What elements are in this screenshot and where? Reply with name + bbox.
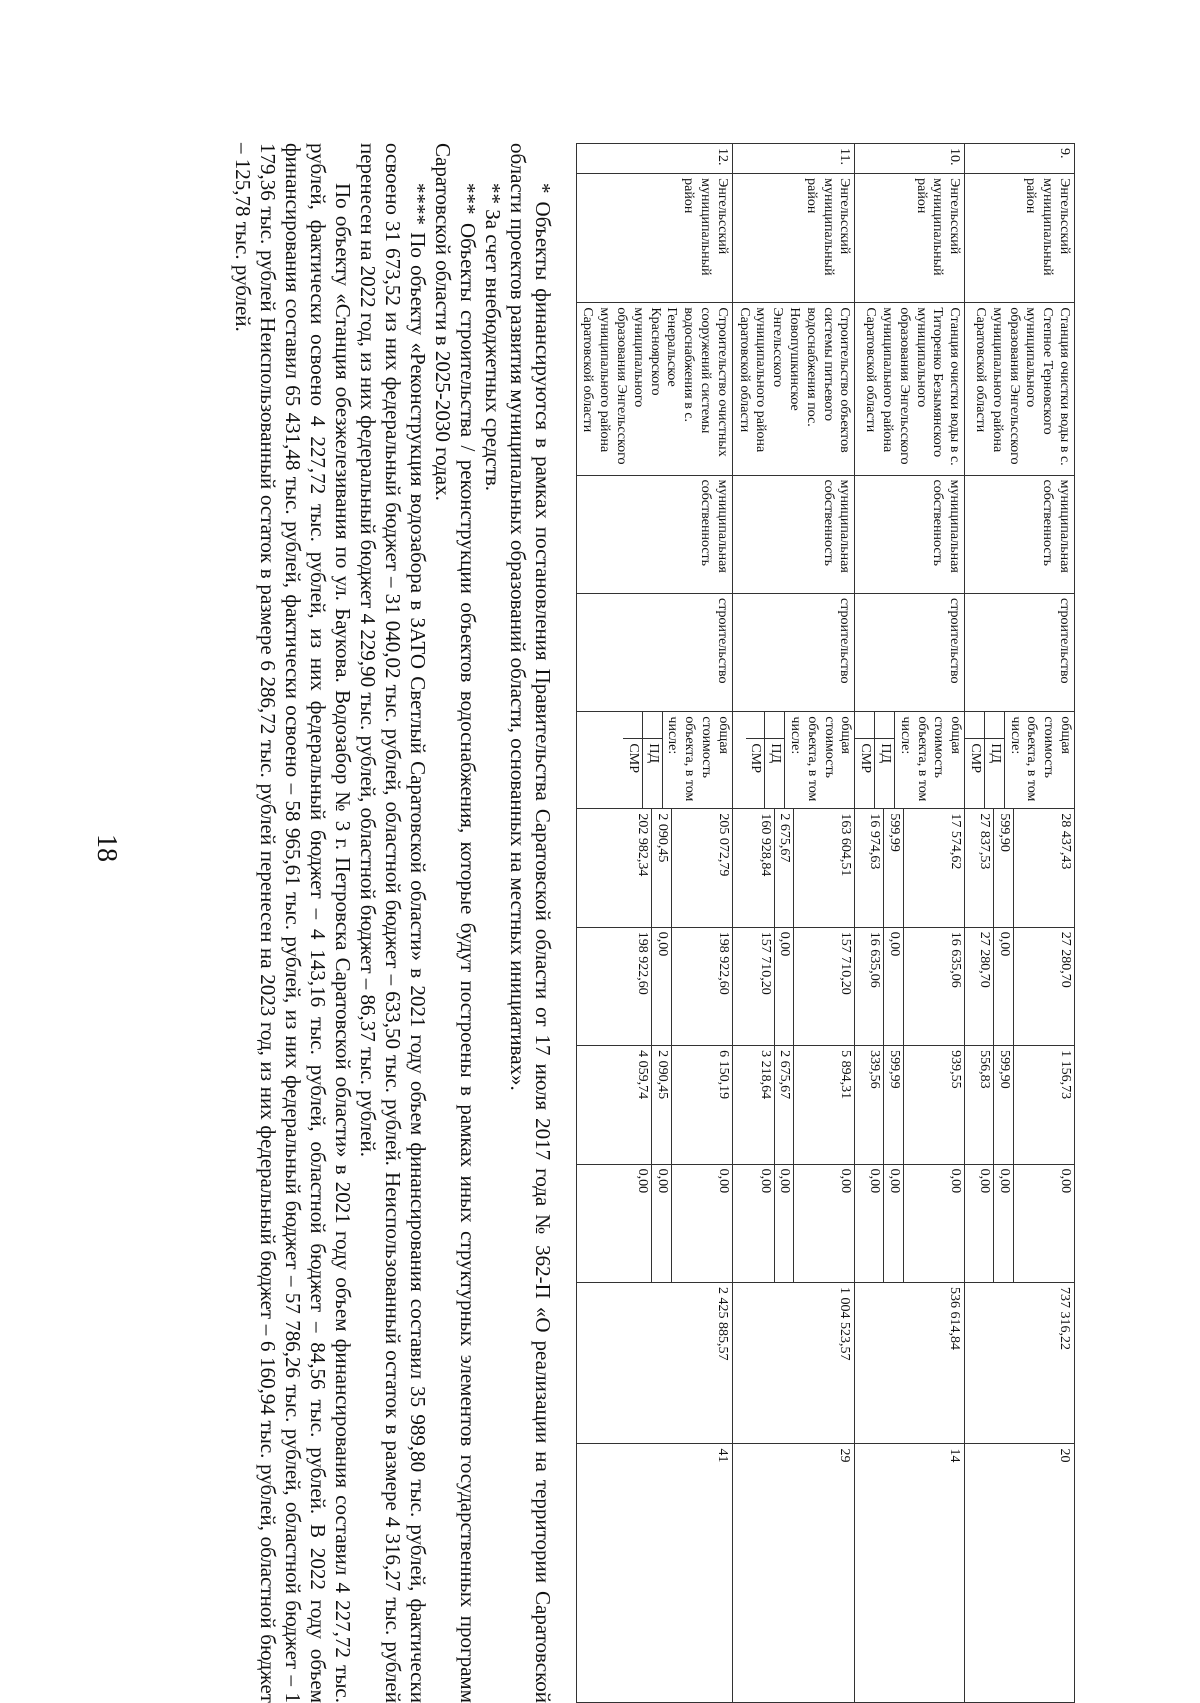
- smr-label: СМР: [965, 739, 984, 808]
- amount-cell: [965, 1046, 1075, 1164]
- table-row: [855, 144, 965, 1703]
- pd-amount: 0,00: [994, 928, 1014, 1045]
- work-type-cell: строительство: [732, 594, 855, 712]
- pd-amount: 0,00: [774, 928, 794, 1045]
- total-amount: 939,55: [948, 1050, 964, 1089]
- total-amount: 1 156,73: [1058, 1050, 1073, 1100]
- smr-amount: 4 059,74: [632, 1046, 651, 1163]
- smr-amount: 16 974,63: [865, 809, 884, 926]
- total-cost-label: общая стоимость объекта, в том числе:: [1007, 716, 1073, 802]
- footnote-3: *** Объекты строительства / реконструкции объектов водоснабжения, которые будут построены в рамках иных структурных элементов государственных программ Саратовской области в 2025-2030 годах.: [431, 143, 480, 1703]
- pd-amount: 0,00: [652, 1165, 672, 1282]
- count-cell: 14: [855, 1444, 965, 1703]
- amount-cell: [732, 1164, 855, 1282]
- financing-table: [576, 143, 1075, 1703]
- amount-cell: [855, 809, 965, 927]
- count-cell: 29: [732, 1444, 855, 1703]
- capacity-cell: 1 004 523,57: [732, 1283, 855, 1444]
- smr-amount: 0,00: [755, 1165, 774, 1282]
- table-row: [965, 144, 1075, 1703]
- total-amount: 16 635,06: [948, 931, 964, 988]
- pd-amount: 2 090,45: [652, 1046, 672, 1163]
- row-number: 11.: [732, 144, 855, 174]
- smr-amount: 16 635,06: [865, 928, 884, 1045]
- amount-cell: [732, 809, 855, 927]
- pd-amount: 599,99: [884, 809, 904, 926]
- amount-cell: [855, 1046, 965, 1164]
- smr-label: СМР: [623, 739, 642, 808]
- municipality-cell: Энгельсский муниципальный район: [732, 174, 855, 303]
- total-amount: 27 280,70: [1058, 931, 1073, 988]
- pd-amount: 2 675,67: [774, 1046, 794, 1163]
- total-amount: 157 710,20: [838, 931, 854, 995]
- smr-amount: 27 280,70: [974, 928, 993, 1045]
- total-amount: 0,00: [715, 1168, 731, 1194]
- smr-amount: 27 837,53: [974, 809, 993, 926]
- smr-amount: 202 982,34: [632, 809, 651, 926]
- pd-amount: 599,99: [884, 1046, 904, 1163]
- total-amount: 0,00: [1058, 1168, 1073, 1194]
- amount-cell: [576, 809, 732, 927]
- cost-label-cell: [965, 712, 1075, 809]
- smr-amount: 157 710,20: [755, 928, 774, 1045]
- smr-amount: 556,83: [974, 1046, 993, 1163]
- pd-amount: 599,90: [994, 1046, 1014, 1163]
- total-amount: 17 574,62: [948, 813, 964, 870]
- amount-cell: [576, 927, 732, 1045]
- smr-amount: 339,56: [865, 1046, 884, 1163]
- pd-amount: 0,00: [652, 928, 672, 1045]
- total-amount: 6 150,19: [715, 1050, 731, 1100]
- rotated-content: [175, 143, 1075, 1703]
- pd-amount: 2 675,67: [774, 809, 794, 926]
- capacity-cell: 737 316,22: [965, 1283, 1075, 1444]
- work-type-cell: строительство: [576, 594, 732, 712]
- total-amount: 5 894,31: [838, 1050, 854, 1100]
- count-cell: 41: [576, 1444, 732, 1703]
- amount-cell: [732, 1046, 855, 1164]
- total-amount: 163 604,51: [838, 813, 854, 877]
- amount-cell: [965, 1164, 1075, 1282]
- amount-cell: [576, 1046, 732, 1164]
- pd-label: ПД: [985, 739, 1005, 808]
- total-amount: 28 437,43: [1058, 813, 1073, 870]
- capacity-cell: 2 425 885,57: [576, 1283, 732, 1444]
- amount-cell: [576, 1164, 732, 1282]
- smr-label: СМР: [746, 739, 765, 808]
- amount-cell: [855, 927, 965, 1045]
- footnotes: [230, 143, 555, 1703]
- object-name-cell: Строительство объектов системы питьевого водоснабжения пос. Новопушкинское Энгельсского муниципального района Саратовской области: [732, 303, 855, 475]
- amount-cell: [965, 809, 1075, 927]
- total-cost-label: общая стоимость объекта, в том числе:: [897, 716, 964, 802]
- municipality-cell: Энгельсский муниципальный район: [576, 174, 732, 303]
- work-type-cell: строительство: [965, 594, 1075, 712]
- smr-label: СМР: [855, 739, 874, 808]
- cost-label-cell: [576, 712, 732, 809]
- cost-label-cell: [855, 712, 965, 809]
- amount-cell: [732, 927, 855, 1045]
- pd-amount: 0,00: [774, 1165, 794, 1282]
- work-type-cell: строительство: [855, 594, 965, 712]
- municipality-cell: Энгельсский муниципальный район: [855, 174, 965, 303]
- smr-amount: 160 928,84: [755, 809, 774, 926]
- pd-label: ПД: [765, 739, 785, 808]
- total-cost-label: общая стоимость объекта, в том числе:: [665, 716, 731, 802]
- ownership-cell: муниципальная собственность: [732, 475, 855, 593]
- ownership-cell: муниципальная собственность: [855, 475, 965, 593]
- row-number: 9.: [965, 144, 1075, 174]
- smr-amount: 198 922,60: [632, 928, 651, 1045]
- footnote-1: * Объекты финансируются в рамках постановления Правительства Саратовской области от 17 июля 2017 года № 362-П «О реализации на территории Саратовской области проектов развития муниципальных образований области, основанных на местных инициативах».: [506, 143, 555, 1703]
- pd-amount: 0,00: [884, 928, 904, 1045]
- total-amount: 0,00: [838, 1168, 854, 1194]
- footnote-4: **** По объекту «Реконструкция водозабора в ЗАТО Светлый Саратовской области» в 2021 году объем финансирования составил 35 989,80 тыс. рублей, фактически освоено 31 673,52 из них федеральный бюджет – 31 040,02 тыс. рублей, областной бюджет – 633,50 тыс. рублей. Неиспользованный остаток в размере 4 316,27 тыс. рублей перенесен на 2022 год, из них федеральный бюджет 4 229,90 тыс. рублей, областной бюджет – 86,37 тыс. рублей.: [356, 143, 430, 1703]
- smr-amount: 0,00: [865, 1165, 884, 1282]
- object-name-cell: Станция очистки воды в с. Степное Терновского муниципального образования Энгельсского муниципального района Саратовской области: [965, 303, 1075, 475]
- table-row: [576, 144, 732, 1703]
- pd-amount: 2 090,45: [652, 809, 672, 926]
- table-row: [732, 144, 855, 1703]
- cost-label-cell: [732, 712, 855, 809]
- object-name-cell: Строительство очистных сооружений системы водоснабжения в с. Генеральское Красноярского муниципального образования Энгельсского муниципального района Саратовской области: [576, 303, 732, 475]
- total-amount: 0,00: [948, 1168, 964, 1194]
- total-amount: 205 072,79: [715, 813, 731, 877]
- object-name-cell: Станция очистки воды в с. Титоренко Безымянского муниципального образования Энгельсского муниципального района Саратовской области: [855, 303, 965, 475]
- pd-amount: 0,00: [884, 1165, 904, 1282]
- capacity-cell: 536 614,84: [855, 1283, 965, 1444]
- smr-amount: 0,00: [974, 1165, 993, 1282]
- count-cell: 20: [965, 1444, 1075, 1703]
- amount-cell: [855, 1164, 965, 1282]
- page-number: 18: [91, 834, 122, 862]
- ownership-cell: муниципальная собственность: [576, 475, 732, 593]
- smr-amount: 3 218,64: [755, 1046, 774, 1163]
- total-cost-label: общая стоимость объекта, в том числе:: [788, 716, 854, 802]
- pd-amount: 0,00: [994, 1165, 1014, 1282]
- municipality-cell: Энгельсский муниципальный район: [965, 174, 1075, 303]
- row-number: 10.: [855, 144, 965, 174]
- ownership-cell: муниципальная собственность: [965, 475, 1075, 593]
- smr-amount: 0,00: [632, 1165, 651, 1282]
- pd-amount: 599,90: [994, 809, 1014, 926]
- pd-label: ПД: [642, 739, 662, 808]
- amount-cell: [965, 927, 1075, 1045]
- footnote-5: По объекту «Станция обезжелезивания по ул. Баукова. Водозабор № 3 г. Петровска Саратовской области» в 2021 году объем финансирования составил 4 227,72 тыс. рублей, фактически освоено 4 227,72 тыс. рублей, из них федеральный бюджет – 4 143,16 тыс. рублей, областной бюджет – 84,56 тыс. рублей. В 2022 году объем финансирования составил 65 431,48 тыс. рублей, фактически освоено – 58 965,61 тыс. рублей, из них федеральный бюджет – 57 786,26 тыс. рублей, областной бюджет – 1 179,36 тыс. рублей Неиспользованный остаток в размере 6 286,72 тыс. рублей перенесен на 2023 год, из них федеральный бюджет – 6 160,94 тыс. рублей, областной бюджет – 125,78 тыс. рублей.: [231, 143, 355, 1703]
- total-amount: 198 922,60: [715, 931, 731, 995]
- row-number: 12.: [576, 144, 732, 174]
- footnote-2: ** За счет внебюджетных средств.: [481, 183, 505, 492]
- pd-label: ПД: [875, 739, 895, 808]
